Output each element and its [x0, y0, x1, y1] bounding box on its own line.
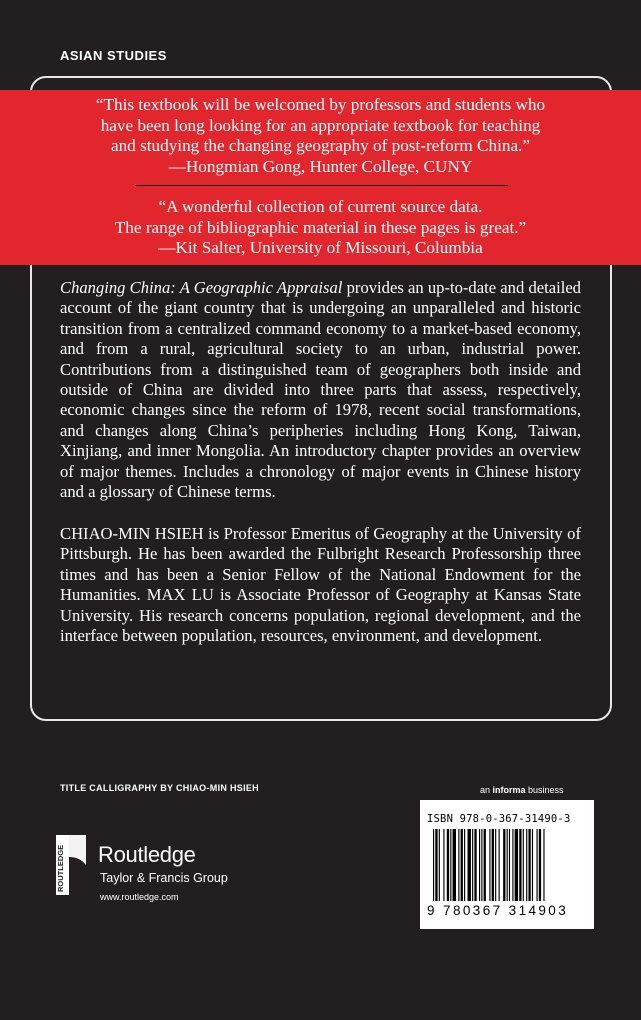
quote-attribution: —Hongmian Gong, Hunter College, CUNY — [168, 156, 473, 176]
barcode-bar — [495, 829, 496, 901]
barcode-bar — [512, 829, 513, 901]
quote-line: and studying the changing geography of post-reform China.” — [110, 136, 531, 155]
publisher-url: www.routledge.com — [100, 892, 179, 902]
endorsement-band — [0, 90, 641, 265]
barcode-bar — [507, 829, 508, 901]
endorsement-quote-1 — [0, 95, 641, 177]
quote-line: have been long looking for an appropriate textbook for teaching — [100, 115, 541, 135]
barcode-bar — [484, 829, 486, 901]
informa-prefix: an — [480, 785, 493, 795]
quote-divider — [135, 185, 508, 186]
quote-line: “A wonderful collection of current source data. — [158, 197, 483, 216]
logo-vertical-text: ROUTLEDGE — [56, 844, 65, 892]
calligraphy-credit: TITLE CALLIGRAPHY BY CHIAO-MIN HSIEH — [60, 783, 259, 793]
quote-attribution: —Kit Salter, University of Missouri, Columbia — [158, 238, 483, 257]
barcode-bar — [543, 829, 544, 901]
barcode-bar — [526, 829, 527, 901]
barcode-bar — [461, 829, 463, 901]
informa-business-tag — [480, 785, 564, 795]
barcode-bar — [474, 829, 476, 901]
barcode-bar — [523, 829, 524, 901]
publisher-group: Taylor & Francis Group — [100, 871, 228, 885]
barcode-bar — [519, 829, 521, 901]
quote-line: “This textbook will be welcomed by professors and students who — [95, 95, 546, 114]
barcode-bar — [433, 829, 434, 901]
barcode-bar — [453, 829, 456, 901]
description-body: provides an up-to-date and detailed account of the giant country that is undergoing an unparalleled and historic transition from a centralized command economy to a market-based economy, and from a rural, agricultural society to an urban, industrial power. Contributions from a distinguished team of geographers both inside and outside of China are divided into three parts that assess, respectively, economic changes since the reform of 1978, recent social transformations, and changes along China’s peripheries including Hong Kong, Taiwan, Xinjiang, and inner Mongolia. An introductory chapter provides an overview of major themes. Includes a chronology of major events in Chinese history and a glossary of Chinese terms. — [60, 278, 581, 502]
barcode-bar — [503, 829, 505, 901]
quote-line: The range of bibliographic material in these pages is great.” — [114, 217, 527, 237]
endorsement-quote-2 — [0, 197, 641, 259]
barcode-bar — [481, 829, 482, 901]
informa-brand: informa — [492, 785, 526, 795]
barcode-bar — [489, 829, 490, 901]
barcode-bar — [499, 829, 500, 901]
informa-suffix: business — [525, 785, 564, 795]
publisher-name: Routledge — [98, 842, 196, 867]
barcode-bars — [429, 829, 585, 903]
isbn-label: ISBN 978-0-367-31490-3 — [427, 813, 571, 825]
series-category: ASIAN STUDIES — [60, 48, 167, 63]
barcode-panel — [420, 800, 594, 929]
routledge-logo-icon — [56, 835, 88, 895]
barcode-bar — [464, 829, 465, 901]
author-bio: CHIAO-MIN HSIEH is Professor Emeritus of Geography at the University of Pittsburgh. He has been awarded the Fulbright Research Professorship three times and has been a Senior Fellow of the National Endowment for the Humanities. MAX LU is Associate Professor of Geography at Kansas State University. His research concerns population, regional development, and the interface between population, resources, environment, and development. — [60, 524, 581, 646]
barcode-bar — [435, 829, 437, 901]
barcode-bar — [439, 829, 440, 901]
barcode-bar — [472, 829, 473, 901]
barcode-bar — [532, 829, 533, 901]
barcode-bar — [468, 829, 471, 901]
barcode-bar — [458, 829, 459, 901]
barcode-bar — [450, 829, 451, 901]
barcode-bar — [443, 829, 444, 901]
barcode-bar — [492, 829, 494, 901]
book-title: Changing China: A Geographic Appraisal — [60, 278, 343, 297]
barcode-bar — [509, 829, 510, 901]
barcode-bar — [515, 829, 518, 901]
barcode-bar — [539, 829, 541, 901]
barcode-digits: 9 780367 314903 — [427, 903, 569, 918]
barcode-bar — [537, 829, 538, 901]
barcode-bar — [479, 829, 480, 901]
book-description — [60, 278, 581, 502]
barcode-bar — [528, 829, 530, 901]
barcode-bar — [447, 829, 449, 901]
